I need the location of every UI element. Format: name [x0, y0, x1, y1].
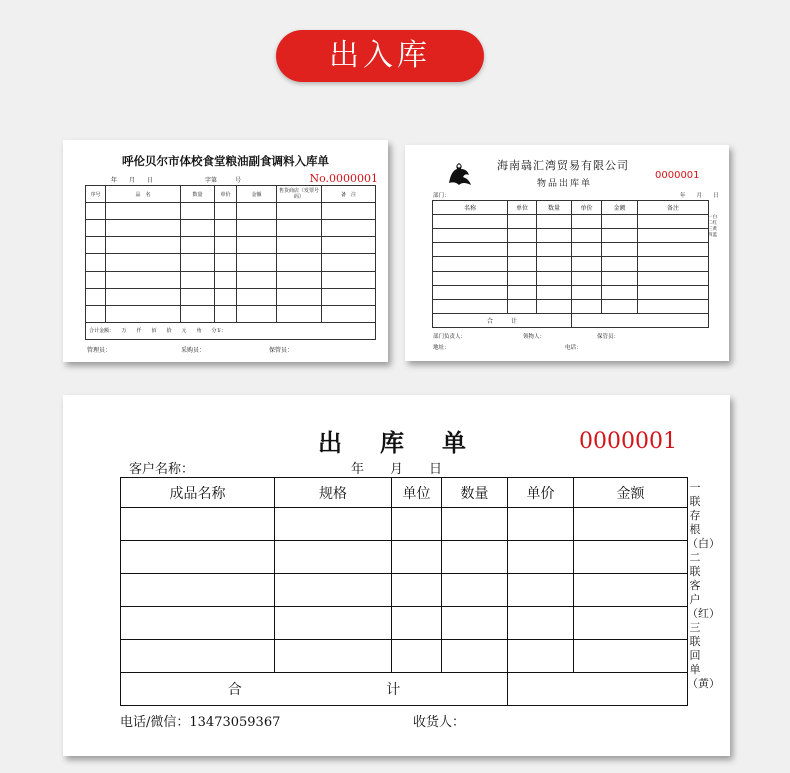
table-row [433, 271, 709, 285]
table-row [86, 305, 376, 322]
outbound-form-3 [63, 395, 730, 756]
department-label: 部门： [433, 193, 450, 199]
table-row [121, 508, 688, 541]
header-amount: 金额 [602, 201, 638, 215]
serial-number: 0000001 [579, 429, 677, 454]
table-row [121, 541, 688, 574]
copy-colors-note: 一联存根（白）二联客户（红）三联回单（黄） [687, 481, 720, 690]
table-row [433, 215, 709, 229]
copy-colors-note: 一白 二红 三黄 四蓝 [708, 215, 717, 238]
total-row [121, 673, 688, 706]
receiver-label: 领物人： [523, 334, 546, 340]
customer-name-label: 客户名称： [129, 462, 195, 477]
header-unit: 单位 [508, 201, 537, 215]
buyer-label: 采购员： [181, 347, 206, 354]
date-label: 年 月 日 [111, 177, 154, 184]
table-row [121, 574, 688, 607]
header-price: 单价 [215, 186, 237, 203]
header-note: 备注 [638, 201, 709, 215]
header-unit: 单位 [392, 478, 442, 508]
items-table [120, 477, 688, 706]
table-row [86, 203, 376, 220]
table-row [433, 285, 709, 299]
total-row [433, 313, 709, 327]
outbound-form-2 [405, 145, 729, 361]
header-store: 售货商店（发票号码） [277, 186, 322, 203]
header-name: 名称 [433, 201, 508, 215]
receiver-label: 收货人： [413, 715, 466, 730]
table-row [121, 640, 688, 673]
total-label: 合 计 [433, 313, 572, 327]
company-name: 海南骉汇湾贸易有限公司 [497, 159, 629, 172]
table-row [433, 243, 709, 257]
keeper-label: 保管员： [597, 334, 620, 340]
header-price: 单价 [572, 201, 602, 215]
page-banner: 出入库 [276, 30, 484, 82]
table-row [121, 607, 688, 640]
header-qty: 数量 [442, 478, 508, 508]
header-amount: 金额 [574, 478, 688, 508]
table-row [86, 237, 376, 254]
date-label: 年 月 日 [351, 462, 443, 477]
manager-label: 管理员： [87, 347, 112, 354]
table-header-row [121, 478, 688, 508]
table-row [86, 220, 376, 237]
total-row [86, 322, 376, 339]
header-qty: 数量 [181, 186, 215, 203]
table-row [433, 299, 709, 313]
items-table [85, 185, 376, 340]
table-row [86, 254, 376, 271]
header-amount: 金额 [237, 186, 277, 203]
items-table [432, 200, 709, 328]
header-qty: 数量 [537, 201, 572, 215]
total-label-cell [121, 673, 508, 706]
table-header-row [433, 201, 709, 215]
header-note: 备 注 [322, 186, 376, 203]
company-logo-icon [445, 159, 475, 189]
header-name: 品 名 [106, 186, 181, 203]
receipt-form-1 [63, 140, 388, 362]
total-label-1: 合 [227, 682, 242, 698]
phone-label: 电话： [565, 345, 582, 351]
keeper-label: 保管员： [269, 347, 294, 354]
header-product-name: 成品名称 [121, 478, 275, 508]
table-header-row [86, 186, 376, 203]
header-spec: 规格 [275, 478, 392, 508]
header-index: 序号 [86, 186, 106, 203]
table-row [86, 288, 376, 305]
table-row [86, 271, 376, 288]
form-title: 呼伦贝尔市体校食堂粮油副食调料入库单 [122, 154, 329, 168]
header-price: 单价 [508, 478, 574, 508]
total-label-2: 计 [386, 682, 401, 698]
word-number-label: 字第 号 [205, 177, 242, 184]
form-title: 物品出库单 [537, 179, 593, 189]
date-label: 年 月 日 [680, 193, 719, 199]
form-title: 出库单 [318, 428, 504, 457]
total-amount-label: 合计金额： 万 仟 佰 拾 元 角 分￥： [86, 322, 376, 339]
serial-number: No.0000001 [309, 172, 378, 185]
table-row [433, 257, 709, 271]
address-label: 地址： [433, 345, 450, 351]
dept-head-label: 部门负责人： [433, 334, 467, 340]
table-row [433, 229, 709, 243]
contact-label: 电话/微信：13473059367 [120, 715, 281, 730]
serial-number: 0000001 [655, 170, 700, 181]
